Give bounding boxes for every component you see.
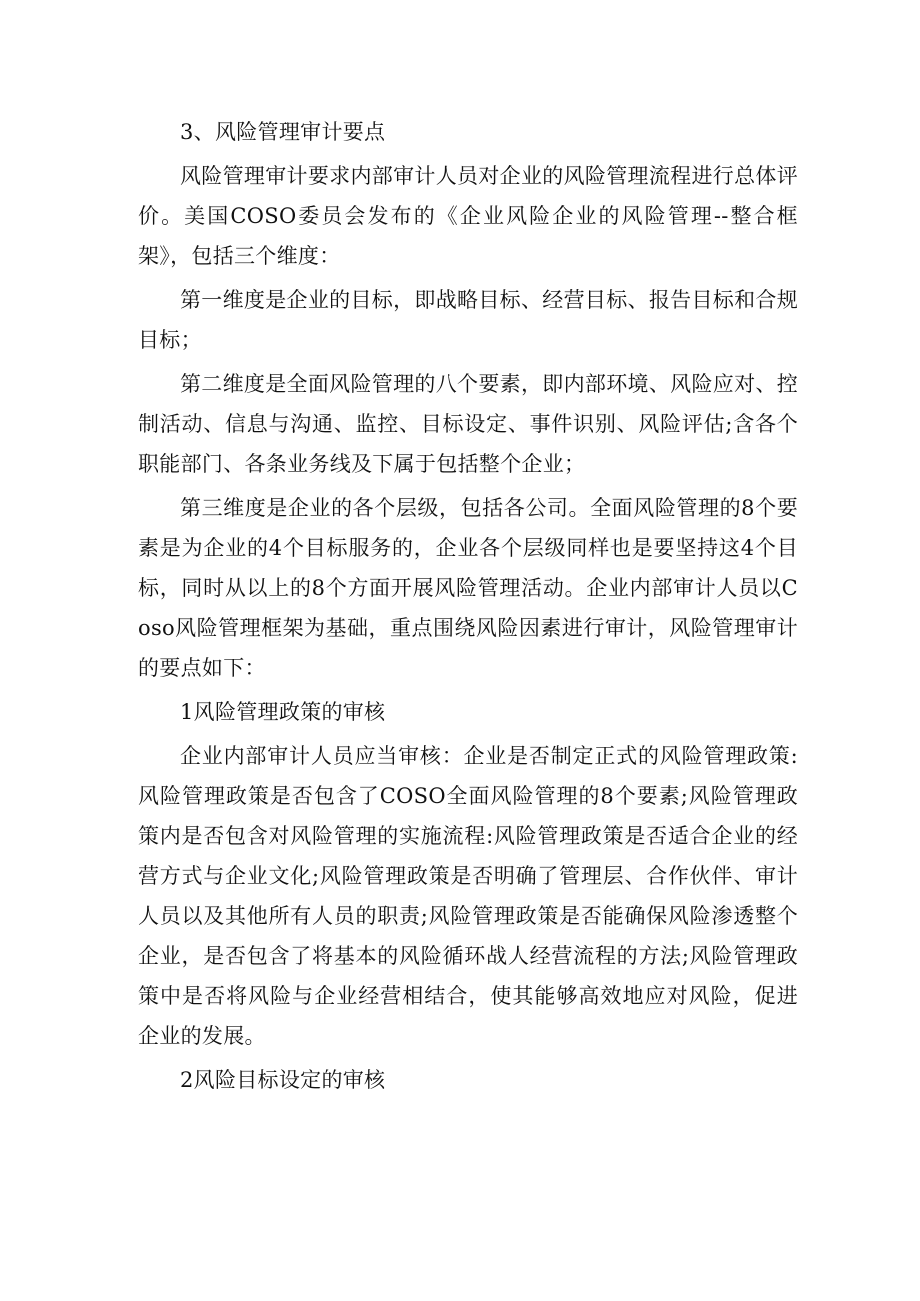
paragraph-dimension-one: 第一维度是企业的目标，即战略目标、经营目标、报告目标和合规目标； bbox=[138, 288, 798, 352]
subheading-objective-review: 2风险目标设定的审核 bbox=[180, 1068, 386, 1092]
paragraph-policy-review: 企业内部审计人员应当审核：企业是否制定正式的风险管理政策:风险管理政策是否包含了COSO全面风险管理的8个要素;风险管理政策内是否包含对风险管理的实施流程:风险管理政策是否适合企业的经营方式与企业文化;风险管理政策是否明确了管理层、合作伙伴、审计人员以及其他所有人员的职责;风险管理政策是否能确保风险渗透整个企业，是否包含了将基本的风险循环战人经营流程的方法;风险管理政策中是否将风险与企业经营相结合，使其能够高效地应对风险，促进企业的发展。 bbox=[138, 744, 798, 1048]
subheading-policy-review: 1风险管理政策的审核 bbox=[180, 700, 386, 724]
paragraph-intro: 风险管理审计要求内部审计人员对企业的风险管理流程进行总体评价。美国COSO委员会发布的《企业风险企业的风险管理--整合框架》，包括三个维度： bbox=[138, 164, 798, 268]
document-body bbox=[138, 112, 798, 1100]
paragraph-dimension-three: 第三维度是企业的各个层级，包括各公司。全面风险管理的8个要素是为企业的4个目标服务的，企业各个层级同样也是要坚持这4个目标，同时从以上的8个方面开展风险管理活动。企业内部审计人员以Coso风险管理框架为基础，重点围绕风险因素进行审计，风险管理审计的要点如下： bbox=[138, 496, 798, 680]
section-heading-risk-audit-points: 3、风险管理审计要点 bbox=[180, 120, 386, 144]
paragraph-dimension-two: 第二维度是全面风险管理的八个要素，即内部环境、风险应对、控制活动、信息与沟通、监控、目标设定、事件识别、风险评估;含各个职能部门、各条业务线及下属于包括整个企业； bbox=[138, 372, 798, 476]
